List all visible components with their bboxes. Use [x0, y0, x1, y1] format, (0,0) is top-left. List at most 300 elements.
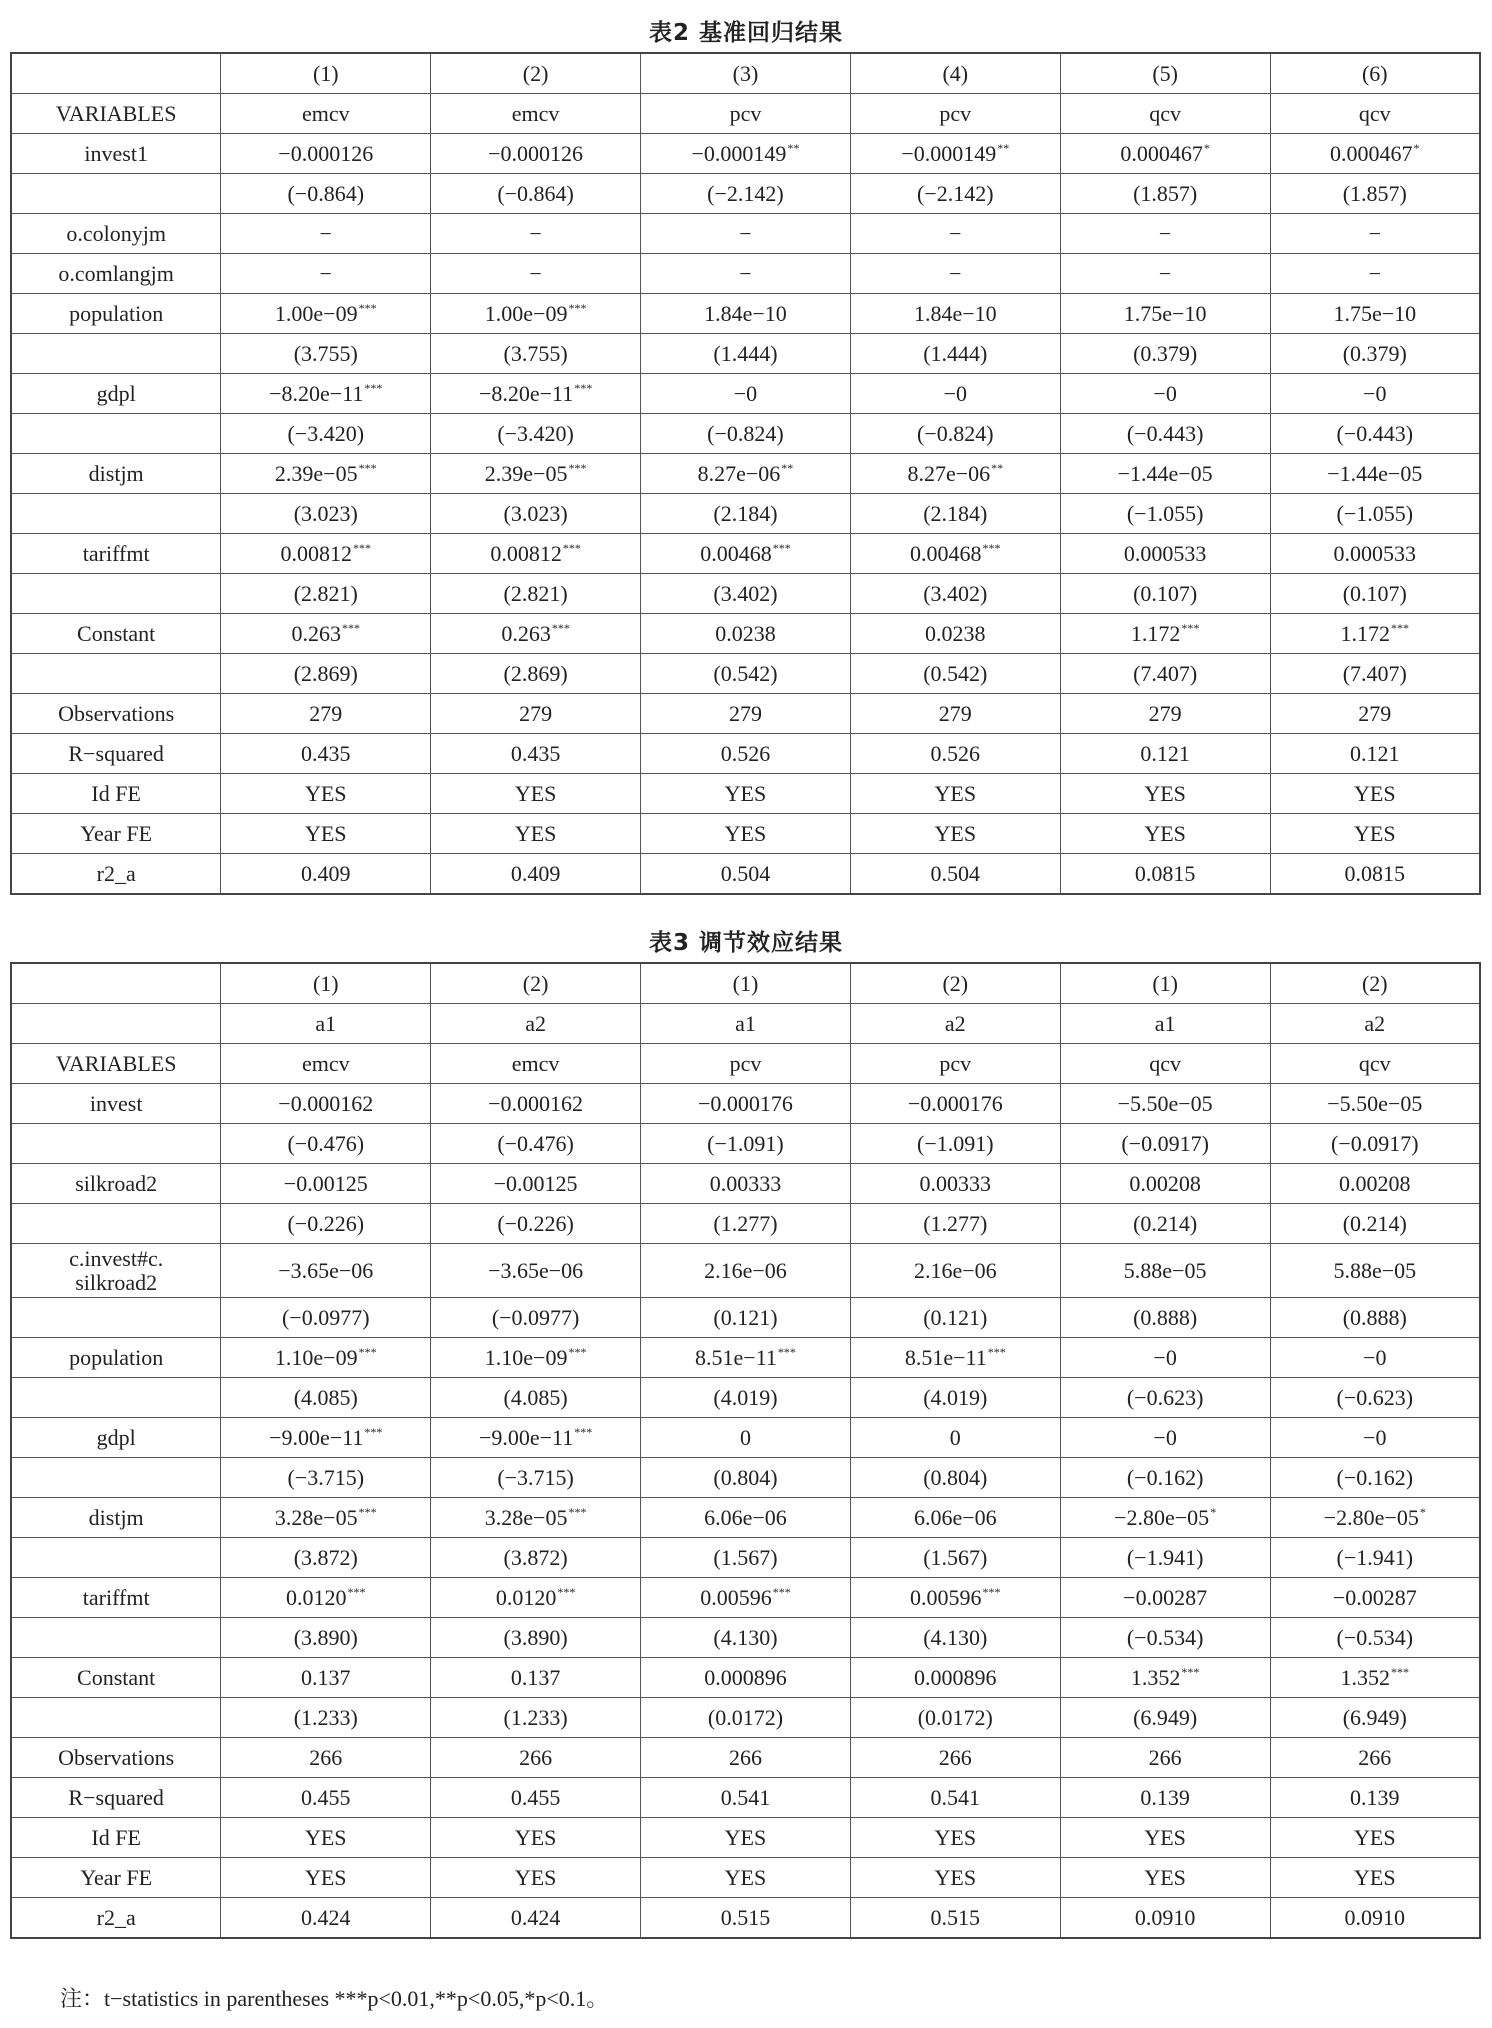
value-cell: (0.121)	[641, 1298, 851, 1338]
value-cell: −0.00287	[1270, 1578, 1480, 1618]
value-cell: −3.65e−06	[431, 1244, 641, 1298]
coef-row	[11, 614, 1480, 654]
value-cell: YES	[431, 814, 641, 854]
row-label	[11, 414, 221, 454]
value-cell: (0.107)	[1270, 574, 1480, 614]
coef-row	[11, 1658, 1480, 1698]
value-cell: 0.00596***	[641, 1578, 851, 1618]
value-cell: 8.27e−06**	[850, 454, 1060, 494]
tstat-row	[11, 1618, 1480, 1658]
value-cell: (1.857)	[1060, 174, 1270, 214]
value-cell: (4.085)	[431, 1378, 641, 1418]
row-label	[11, 1698, 221, 1738]
value-cell: 0.0238	[850, 614, 1060, 654]
value-cell: 0.000896	[850, 1658, 1060, 1698]
value-cell: (0.542)	[850, 654, 1060, 694]
value-cell: 1.10e−09***	[431, 1338, 641, 1378]
value-cell: −1.44e−05	[1270, 454, 1480, 494]
value-cell: (0.888)	[1270, 1298, 1480, 1338]
value-cell: −	[850, 254, 1060, 294]
value-cell: (−0.824)	[641, 414, 851, 454]
value-cell: −0	[1060, 1418, 1270, 1458]
value-cell: −0	[1060, 1338, 1270, 1378]
value-cell: (3.890)	[221, 1618, 431, 1658]
value-cell: 0.526	[850, 734, 1060, 774]
table2-title: 表2 基准回归结果	[648, 20, 843, 46]
value-cell: (6.949)	[1270, 1698, 1480, 1738]
row-label: r2_a	[11, 854, 221, 895]
value-cell: YES	[1060, 774, 1270, 814]
value-cell: (2.869)	[221, 654, 431, 694]
value-cell: −0	[1060, 374, 1270, 414]
value-cell: (−0.534)	[1270, 1618, 1480, 1658]
value-cell: (3.872)	[431, 1538, 641, 1578]
value-cell: 0.515	[641, 1898, 851, 1939]
row-label: silkroad2	[11, 1164, 221, 1204]
value-cell: (−3.420)	[431, 414, 641, 454]
value-cell: −	[221, 214, 431, 254]
value-cell: 2.39e−05***	[431, 454, 641, 494]
row-label: gdpl	[11, 374, 221, 414]
value-cell: 0.409	[221, 854, 431, 895]
header-row-numbers	[11, 963, 1480, 1004]
significance-stars: ***	[568, 1344, 587, 1359]
tstat-row	[11, 1698, 1480, 1738]
value-cell: 1.84e−10	[850, 294, 1060, 334]
value-cell: (−0.824)	[850, 414, 1060, 454]
coef-row	[11, 774, 1480, 814]
value-cell: (−0.162)	[1060, 1458, 1270, 1498]
tstat-row	[11, 334, 1480, 374]
value-cell: (4.085)	[221, 1378, 431, 1418]
value-cell: 0.0238	[641, 614, 851, 654]
value-cell: 0.000896	[641, 1658, 851, 1698]
significance-stars: ***	[772, 540, 791, 555]
significance-stars: ***	[562, 540, 581, 555]
header-row-numbers	[11, 53, 1480, 94]
significance-stars: ***	[342, 620, 361, 635]
value-cell: 0.00468***	[850, 534, 1060, 574]
value-cell: YES	[431, 774, 641, 814]
value-cell: (6.949)	[1060, 1698, 1270, 1738]
value-cell: 0.541	[850, 1778, 1060, 1818]
value-cell: 0.00333	[850, 1164, 1060, 1204]
value-cell: −5.50e−05	[1060, 1084, 1270, 1124]
value-cell: YES	[221, 814, 431, 854]
coef-row	[11, 294, 1480, 334]
value-cell: (0.542)	[641, 654, 851, 694]
significance-stars: ***	[777, 1344, 796, 1359]
value-cell: 266	[1060, 1738, 1270, 1778]
value-cell: YES	[850, 1858, 1060, 1898]
value-cell: 0.139	[1270, 1778, 1480, 1818]
coef-row	[11, 1084, 1480, 1124]
value-cell: −5.50e−05	[1270, 1084, 1480, 1124]
tstat-row	[11, 1458, 1480, 1498]
significance-stars: *	[1210, 1504, 1217, 1519]
value-cell: −0.000126	[431, 134, 641, 174]
row-label: o.colonyjm	[11, 214, 221, 254]
significance-stars: ***	[574, 380, 593, 395]
value-cell: YES	[850, 1818, 1060, 1858]
value-cell: 0.0815	[1270, 854, 1480, 895]
value-cell: 0.263***	[431, 614, 641, 654]
value-cell: −0	[641, 374, 851, 414]
header-cell: a2	[431, 1004, 641, 1044]
header-cell: (4)	[850, 53, 1060, 94]
value-cell: YES	[1270, 814, 1480, 854]
value-cell: (−0.864)	[221, 174, 431, 214]
value-cell: 1.352***	[1060, 1658, 1270, 1698]
value-cell: (−0.226)	[431, 1204, 641, 1244]
value-cell: (2.869)	[431, 654, 641, 694]
value-cell: (1.233)	[431, 1698, 641, 1738]
value-cell: 1.172***	[1060, 614, 1270, 654]
value-cell: −8.20e−11***	[221, 374, 431, 414]
value-cell: (0.0172)	[850, 1698, 1060, 1738]
value-cell: 0.000533	[1060, 534, 1270, 574]
header-cell: (5)	[1060, 53, 1270, 94]
header-cell: emcv	[431, 1044, 641, 1084]
value-cell: 0.0120***	[221, 1578, 431, 1618]
value-cell: 6.06e−06	[641, 1498, 851, 1538]
value-cell: (3.755)	[221, 334, 431, 374]
value-cell: YES	[221, 774, 431, 814]
value-cell: −0.00125	[431, 1164, 641, 1204]
row-label	[11, 1538, 221, 1578]
value-cell: 0.424	[431, 1898, 641, 1939]
header-cell: a1	[641, 1004, 851, 1044]
row-label: tariffmt	[11, 1578, 221, 1618]
value-cell: −0.000149**	[850, 134, 1060, 174]
value-cell: −2.80e−05*	[1270, 1498, 1480, 1538]
header-cell: (1)	[1060, 963, 1270, 1004]
header-cell: emcv	[431, 94, 641, 134]
tstat-row	[11, 574, 1480, 614]
value-cell: −	[1060, 214, 1270, 254]
value-cell: 266	[641, 1738, 851, 1778]
value-cell: −9.00e−11***	[221, 1418, 431, 1458]
header-cell: qcv	[1060, 1044, 1270, 1084]
significance-stars: ***	[982, 540, 1001, 555]
value-cell: (−0.864)	[431, 174, 641, 214]
row-label	[11, 1124, 221, 1164]
significance-stars: *	[1413, 140, 1420, 155]
value-cell: 279	[1060, 694, 1270, 734]
significance-stars: ***	[358, 460, 377, 475]
value-cell: 1.75e−10	[1060, 294, 1270, 334]
value-cell: −2.80e−05*	[1060, 1498, 1270, 1538]
table2-baseline-regression	[10, 52, 1481, 895]
row-label: Constant	[11, 1658, 221, 1698]
value-cell: (0.379)	[1060, 334, 1270, 374]
row-label: Constant	[11, 614, 221, 654]
value-cell: 0.263***	[221, 614, 431, 654]
value-cell: (0.888)	[1060, 1298, 1270, 1338]
value-cell: YES	[431, 1818, 641, 1858]
header-cell: (1)	[221, 53, 431, 94]
row-label: Year FE	[11, 1858, 221, 1898]
header-cell: emcv	[221, 94, 431, 134]
value-cell: 0.0120***	[431, 1578, 641, 1618]
value-cell: YES	[1060, 1858, 1270, 1898]
value-cell: 0.435	[221, 734, 431, 774]
value-cell: −0	[1270, 374, 1480, 414]
value-cell: 0.504	[641, 854, 851, 895]
value-cell: (−0.623)	[1270, 1378, 1480, 1418]
significance-stars: ***	[364, 380, 383, 395]
value-cell: (3.402)	[850, 574, 1060, 614]
significance-stars: **	[997, 140, 1010, 155]
value-cell: (−0.0917)	[1270, 1124, 1480, 1164]
value-cell: −0.000176	[850, 1084, 1060, 1124]
row-label: gdpl	[11, 1418, 221, 1458]
table-note: 注：t−statistics in parentheses ***p<0.01,**p<0.05,*p<0.1。	[60, 1986, 609, 2011]
significance-stars: ***	[347, 1584, 366, 1599]
row-label: population	[11, 1338, 221, 1378]
coef-row	[11, 1164, 1480, 1204]
row-label: Year FE	[11, 814, 221, 854]
row-label: Observations	[11, 694, 221, 734]
value-cell: (7.407)	[1060, 654, 1270, 694]
value-cell: 0.00596***	[850, 1578, 1060, 1618]
value-cell: 0.526	[641, 734, 851, 774]
value-cell: 0.0815	[1060, 854, 1270, 895]
coef-row	[11, 534, 1480, 574]
value-cell: YES	[1270, 774, 1480, 814]
header-cell: (1)	[221, 963, 431, 1004]
value-cell: 0.0910	[1270, 1898, 1480, 1939]
tstat-row	[11, 654, 1480, 694]
row-label	[11, 1458, 221, 1498]
value-cell: 5.88e−05	[1270, 1244, 1480, 1298]
value-cell: YES	[850, 774, 1060, 814]
row-label	[11, 1004, 221, 1044]
value-cell: 6.06e−06	[850, 1498, 1060, 1538]
value-cell: (1.277)	[850, 1204, 1060, 1244]
value-cell: 266	[850, 1738, 1060, 1778]
row-label	[11, 53, 221, 94]
value-cell: 0.139	[1060, 1778, 1270, 1818]
value-cell: (−0.623)	[1060, 1378, 1270, 1418]
significance-stars: *	[1419, 1504, 1426, 1519]
header-cell: (6)	[1270, 53, 1480, 94]
value-cell: −0	[1270, 1418, 1480, 1458]
value-cell: (−1.941)	[1270, 1538, 1480, 1578]
row-label: invest	[11, 1084, 221, 1124]
value-cell: 1.10e−09***	[221, 1338, 431, 1378]
coef-row	[11, 1244, 1480, 1298]
value-cell: 2.16e−06	[641, 1244, 851, 1298]
value-cell: (7.407)	[1270, 654, 1480, 694]
value-cell: 2.16e−06	[850, 1244, 1060, 1298]
coef-row	[11, 1898, 1480, 1939]
value-cell: YES	[1270, 1818, 1480, 1858]
value-cell: (3.755)	[431, 334, 641, 374]
value-cell: (−0.0977)	[221, 1298, 431, 1338]
significance-stars: ***	[1391, 1664, 1410, 1679]
value-cell: 279	[431, 694, 641, 734]
value-cell: −0.000162	[431, 1084, 641, 1124]
row-label	[11, 174, 221, 214]
significance-stars: **	[991, 460, 1004, 475]
coef-row	[11, 1498, 1480, 1538]
row-label	[11, 1378, 221, 1418]
header-cell: pcv	[850, 1044, 1060, 1084]
value-cell: 1.352***	[1270, 1658, 1480, 1698]
value-cell: 8.27e−06**	[641, 454, 851, 494]
value-cell: (−3.420)	[221, 414, 431, 454]
significance-stars: ***	[364, 1424, 383, 1439]
value-cell: (3.890)	[431, 1618, 641, 1658]
value-cell: −9.00e−11***	[431, 1418, 641, 1458]
value-cell: −	[1060, 254, 1270, 294]
header-row-variables	[11, 94, 1480, 134]
value-cell: 266	[431, 1738, 641, 1778]
table3-moderation-effect	[10, 962, 1481, 1939]
row-label: c.invest#c. silkroad2	[11, 1244, 221, 1298]
header-cell: pcv	[641, 1044, 851, 1084]
value-cell: 0.00208	[1270, 1164, 1480, 1204]
coef-row	[11, 1778, 1480, 1818]
significance-stars: ***	[982, 1584, 1001, 1599]
value-cell: (−0.476)	[431, 1124, 641, 1164]
row-label	[11, 1298, 221, 1338]
header-cell: qcv	[1270, 1044, 1480, 1084]
header-cell: a1	[1060, 1004, 1270, 1044]
coef-row	[11, 814, 1480, 854]
value-cell: (3.872)	[221, 1538, 431, 1578]
value-cell: (−0.443)	[1060, 414, 1270, 454]
value-cell: (2.184)	[641, 494, 851, 534]
value-cell: 1.172***	[1270, 614, 1480, 654]
significance-stars: ***	[557, 1584, 576, 1599]
row-label: Id FE	[11, 774, 221, 814]
tstat-row	[11, 174, 1480, 214]
value-cell: YES	[221, 1818, 431, 1858]
value-cell: (−1.091)	[641, 1124, 851, 1164]
value-cell: 0.409	[431, 854, 641, 895]
value-cell: 0.000467*	[1060, 134, 1270, 174]
significance-stars: ***	[358, 1504, 377, 1519]
value-cell: −0	[1270, 1338, 1480, 1378]
row-label	[11, 654, 221, 694]
tstat-row	[11, 1124, 1480, 1164]
significance-stars: *	[1203, 140, 1210, 155]
value-cell: −	[641, 254, 851, 294]
row-label: invest1	[11, 134, 221, 174]
value-cell: 1.00e−09***	[221, 294, 431, 334]
value-cell: 8.51e−11***	[850, 1338, 1060, 1378]
header-cell: (2)	[431, 53, 641, 94]
value-cell: (4.019)	[641, 1378, 851, 1418]
value-cell: 1.84e−10	[641, 294, 851, 334]
value-cell: (2.184)	[850, 494, 1060, 534]
value-cell: (3.402)	[641, 574, 851, 614]
tstat-row	[11, 1538, 1480, 1578]
value-cell: (0.214)	[1060, 1204, 1270, 1244]
coef-row	[11, 1338, 1480, 1378]
value-cell: −	[431, 214, 641, 254]
value-cell: YES	[431, 1858, 641, 1898]
row-label: r2_a	[11, 1898, 221, 1939]
significance-stars: ***	[358, 300, 377, 315]
value-cell: (−1.091)	[850, 1124, 1060, 1164]
significance-stars: ***	[1181, 1664, 1200, 1679]
value-cell: −0.00287	[1060, 1578, 1270, 1618]
value-cell: (−0.0917)	[1060, 1124, 1270, 1164]
row-label: distjm	[11, 454, 221, 494]
value-cell: YES	[1270, 1858, 1480, 1898]
value-cell: 0.504	[850, 854, 1060, 895]
row-label	[11, 494, 221, 534]
value-cell: −8.20e−11***	[431, 374, 641, 414]
value-cell: (1.444)	[641, 334, 851, 374]
value-cell: (0.0172)	[641, 1698, 851, 1738]
header-cell: pcv	[850, 94, 1060, 134]
value-cell: 266	[221, 1738, 431, 1778]
header-cell: (2)	[431, 963, 641, 1004]
row-label: R−squared	[11, 1778, 221, 1818]
coef-row	[11, 454, 1480, 494]
header-cell: pcv	[641, 94, 851, 134]
row-label	[11, 574, 221, 614]
value-cell: (1.444)	[850, 334, 1060, 374]
value-cell: (0.214)	[1270, 1204, 1480, 1244]
row-label	[11, 963, 221, 1004]
coef-row	[11, 854, 1480, 895]
value-cell: 1.75e−10	[1270, 294, 1480, 334]
value-cell: 0.424	[221, 1898, 431, 1939]
value-cell: (−2.142)	[641, 174, 851, 214]
header-cell: (1)	[641, 963, 851, 1004]
significance-stars: **	[787, 140, 800, 155]
value-cell: (−0.226)	[221, 1204, 431, 1244]
coef-row	[11, 694, 1480, 734]
value-cell: (−0.0977)	[431, 1298, 641, 1338]
header-cell: a1	[221, 1004, 431, 1044]
row-label: Observations	[11, 1738, 221, 1778]
value-cell: 0.000467*	[1270, 134, 1480, 174]
value-cell: (−0.534)	[1060, 1618, 1270, 1658]
value-cell: 0.00812***	[221, 534, 431, 574]
value-cell: YES	[641, 1818, 851, 1858]
significance-stars: ***	[987, 1344, 1006, 1359]
header-row-models	[11, 1004, 1480, 1044]
significance-stars: ***	[353, 540, 372, 555]
significance-stars: ***	[1391, 620, 1410, 635]
value-cell: 0.435	[431, 734, 641, 774]
coef-row	[11, 134, 1480, 174]
value-cell: (0.107)	[1060, 574, 1270, 614]
value-cell: (3.023)	[221, 494, 431, 534]
value-cell: −0.000176	[641, 1084, 851, 1124]
value-cell: 8.51e−11***	[641, 1338, 851, 1378]
value-cell: −3.65e−06	[221, 1244, 431, 1298]
value-cell: −	[641, 214, 851, 254]
value-cell: 0.00208	[1060, 1164, 1270, 1204]
value-cell: 279	[1270, 694, 1480, 734]
value-cell: 0.455	[431, 1778, 641, 1818]
value-cell: (4.130)	[641, 1618, 851, 1658]
value-cell: (−2.142)	[850, 174, 1060, 214]
value-cell: 0.137	[221, 1658, 431, 1698]
value-cell: (−1.941)	[1060, 1538, 1270, 1578]
header-cell: qcv	[1060, 94, 1270, 134]
value-cell: −	[1270, 214, 1480, 254]
significance-stars: ***	[551, 620, 570, 635]
row-label	[11, 1204, 221, 1244]
